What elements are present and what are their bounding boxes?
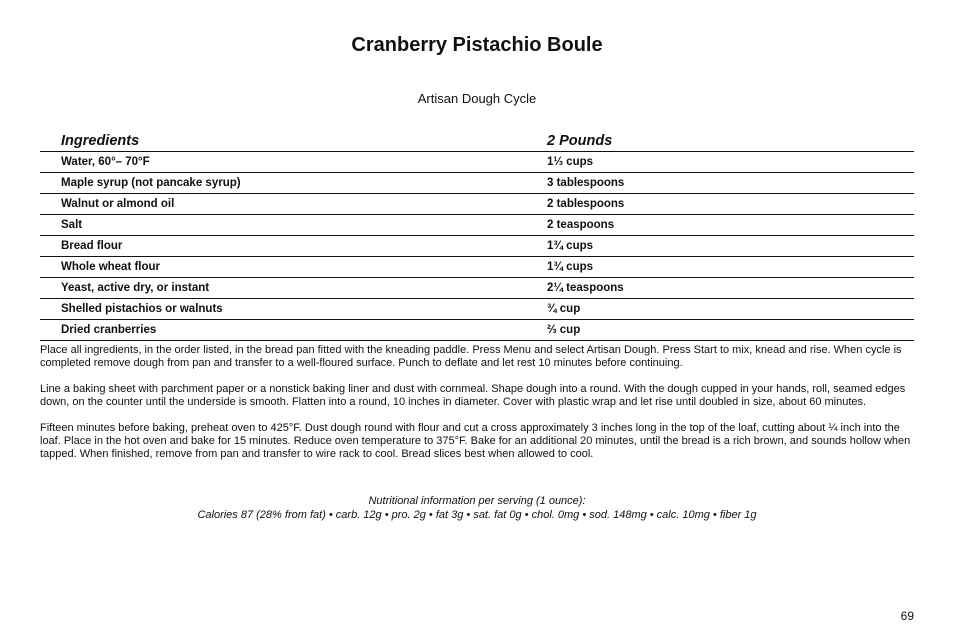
instruction-paragraph: Place all ingredients, in the order listed, in the bread pan fitted with the kneading paddle. Press Menu and select Artisan Dough. Press Start to mix, knead and rise. When cycle is completed remove dough from pan and transfer to a well-floured surface. Punch to deflate and let rest 10 minutes before continuing. [40, 344, 902, 369]
table-row [40, 173, 914, 194]
ingredient-amount: 1¾ cups [547, 240, 594, 252]
ingredient-amount: 2 tablespoons [547, 198, 625, 210]
ingredient-name: Maple syrup (not pancake syrup) [61, 177, 241, 189]
ingredient-amount: 2 teaspoons [547, 219, 615, 231]
ingredient-name: Walnut or almond oil [61, 198, 175, 210]
table-row [40, 320, 914, 341]
nutrition-heading: Nutritional information per serving (1 ounce): [368, 495, 586, 507]
instruction-paragraph: Fifteen minutes before baking, preheat oven to 425°F. Dust dough round with flour and cut a cross approximately 3 inches long in the top of the loaf, cutting about ¼ inch into the loaf. Place in the hot oven and bake for 15 minutes. Reduce oven temperature to 375°F. Bake for an additional 20 minutes, until the bread is a rich brown, and sounds hollow when tapped. When finished, remove from pan and transfer to wire rack to cool. Bread slices best when allowed to cool. [40, 422, 911, 460]
ingredient-name: Shelled pistachios or walnuts [61, 303, 223, 315]
instruction-paragraph: Line a baking sheet with parchment paper or a nonstick baking liner and dust with cornmeal. Shape dough into a round. With the dough cupped in your hands, roll, seamed edges down, on the counter until the underside is smooth. Flatten into a round, 10 inches in diameter. Cover with plastic wrap and let rise until doubled in size, about 60 minutes. [40, 383, 906, 408]
table-row [40, 299, 914, 320]
ingredient-amount: 1⅓ cups [547, 156, 594, 168]
ingredient-name: Bread flour [61, 240, 123, 252]
table-row [40, 257, 914, 278]
table-row [40, 194, 914, 215]
header-ingredients: Ingredients [61, 133, 140, 149]
ingredient-name: Salt [61, 219, 83, 231]
ingredients-table [40, 127, 914, 341]
table-row [40, 278, 914, 299]
ingredient-amount: 2¼ teaspoons [547, 282, 624, 294]
instructions [40, 344, 914, 474]
nutrition-info [0, 494, 954, 522]
ingredient-amount: 1¾ cups [547, 261, 594, 273]
table-row [40, 215, 914, 236]
ingredient-amount: ¾ cup [547, 303, 581, 315]
page-title: Cranberry Pistachio Boule [351, 34, 603, 56]
table-row [40, 236, 914, 257]
header-amount: 2 Pounds [547, 133, 613, 149]
ingredient-name: Dried cranberries [61, 324, 157, 336]
cycle-subtitle: Artisan Dough Cycle [417, 91, 537, 106]
ingredient-name: Whole wheat flour [61, 261, 161, 273]
ingredient-amount: 3 tablespoons [547, 177, 625, 189]
ingredient-amount: ⅔ cup [547, 324, 581, 336]
table-header [40, 127, 914, 152]
nutrition-details: Calories 87 (28% from fat) • carb. 12g • pro. 2g • fat 3g • sat. fat 0g • chol. 0mg • sod. 148mg • calc. 10mg • fiber 1g [197, 509, 757, 521]
ingredient-name: Water, 60°– 70°F [61, 156, 150, 168]
ingredient-name: Yeast, active dry, or instant [61, 282, 210, 294]
page-number: 69 [900, 609, 914, 623]
table-row [40, 152, 914, 173]
